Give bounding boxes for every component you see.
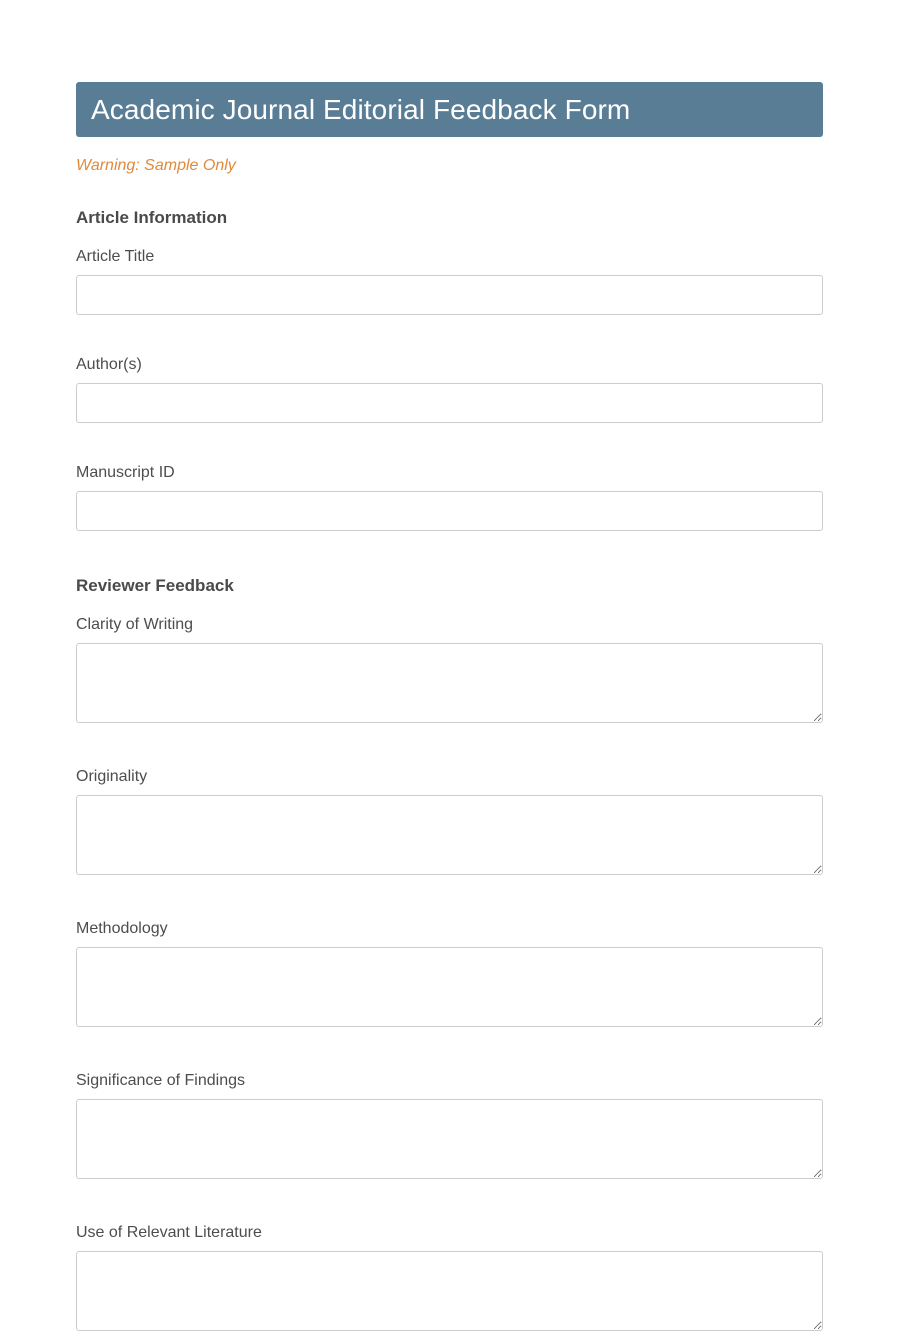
manuscript-id-label: Manuscript ID — [76, 464, 175, 481]
significance-of-findings-label: Significance of Findings — [76, 1072, 245, 1089]
significance-of-findings-textarea[interactable] — [76, 1099, 823, 1179]
article-title-input[interactable] — [76, 275, 823, 315]
methodology-label: Methodology — [76, 920, 168, 937]
form-title: Academic Journal Editorial Feedback Form — [91, 93, 631, 125]
form-header — [76, 82, 823, 137]
clarity-of-writing-label: Clarity of Writing — [76, 616, 194, 633]
article-title-label: Article Title — [76, 248, 155, 265]
feedback-form — [76, 82, 823, 1331]
use-of-relevant-literature-label: Use of Relevant Literature — [76, 1224, 262, 1241]
warning-text: Warning: Sample Only — [76, 157, 236, 174]
manuscript-id-input[interactable] — [76, 491, 823, 531]
authors-label: Author(s) — [76, 356, 142, 373]
section-title-reviewer-feedback: Reviewer Feedback — [76, 576, 234, 595]
originality-label: Originality — [76, 768, 148, 785]
section-title-article-information: Article Information — [76, 208, 228, 227]
methodology-textarea[interactable] — [76, 947, 823, 1027]
use-of-relevant-literature-textarea[interactable] — [76, 1251, 823, 1331]
originality-textarea[interactable] — [76, 795, 823, 875]
authors-input[interactable] — [76, 383, 823, 423]
clarity-of-writing-textarea[interactable] — [76, 643, 823, 723]
